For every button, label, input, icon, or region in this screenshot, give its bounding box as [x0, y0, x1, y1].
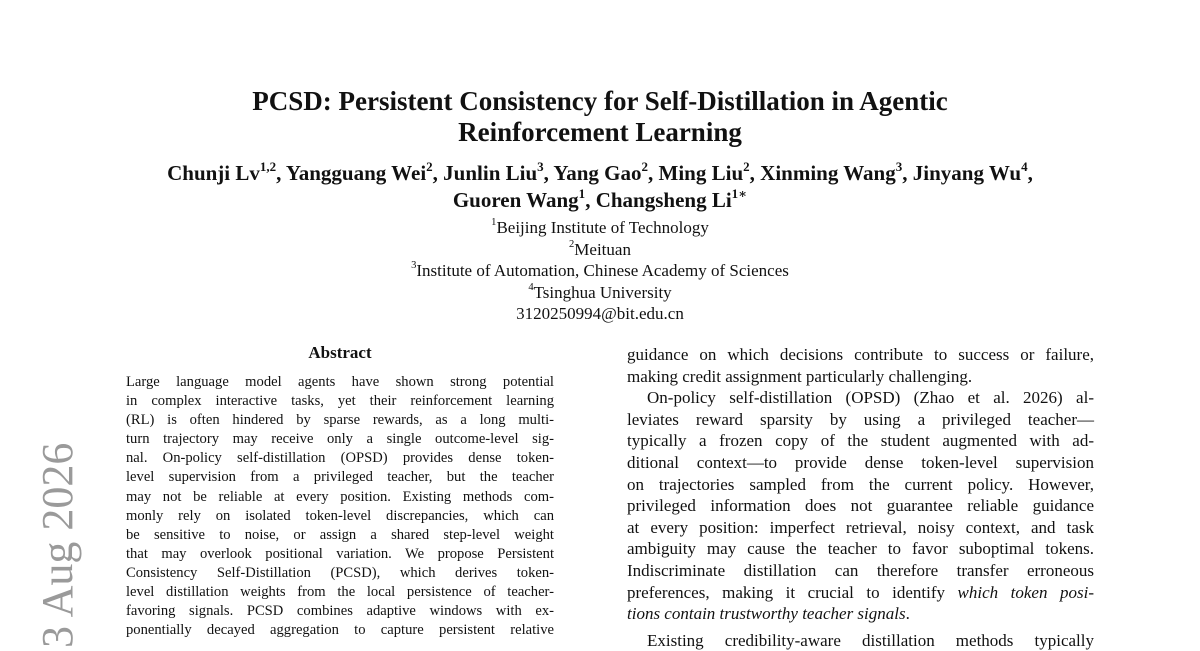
abstract-line: Consistency Self-Distillation (PCSD), which derives token- — [126, 564, 554, 581]
body-line: On-policy self-distillation (OPSD) (Zhao et al. 2026) al- — [647, 388, 1094, 408]
arxiv-side-stamp: 3 Aug 2026 — [33, 442, 82, 648]
abstract-line: ponentially decayed aggregation to capture persistent relative — [126, 622, 554, 639]
body-line: typically a frozen copy of the student augmented with ad- — [627, 431, 1094, 451]
body-line: ditional context—to provide dense token-level supervision — [627, 452, 1094, 472]
body-line: preferences, making it crucial to identify which token posi- — [627, 582, 1095, 602]
author-list — [0, 160, 1200, 214]
author: Yangguang Wei$^2$, — [285, 158, 444, 185]
affiliation-list — [0, 217, 1200, 325]
affiliation: $^4$Tsinghua University — [528, 281, 672, 302]
abstract-line: in complex interactive tasks, yet their reinforcement learning — [126, 393, 554, 410]
affiliation: $^2$Meituan — [569, 238, 631, 259]
body-line: privileged information does not guarantee reliable guidance — [627, 496, 1094, 516]
abstract-line: level supervision from a privileged teacher, but the teacher — [126, 469, 554, 486]
abstract-body — [126, 373, 554, 640]
title-line: Reinforcement Learning — [458, 117, 742, 147]
author: Jinyang Wu$^4$, — [912, 158, 1033, 185]
abstract-line: may not be reliable at every position. Existing methods com- — [126, 488, 554, 505]
abstract-line: turn trajectory may receive only a single outcome-level sig- — [126, 431, 554, 448]
body-line: leviates reward sparsity by using a privileged teacher— — [627, 409, 1094, 429]
paper-title — [0, 86, 1200, 148]
body-line: Indiscriminate distillation can therefore transfer erroneous — [627, 560, 1094, 580]
author: Xinming Wang$^3$, — [760, 158, 913, 185]
author-line — [0, 160, 1200, 187]
body-line: tions contain trustworthy teacher signals. — [627, 604, 910, 624]
body-line: at every position: imperfect retrieval, noisy context, and task — [627, 517, 1094, 537]
affiliation: $^3$Institute of Automation, Chinese Academy of Sciences — [411, 260, 789, 280]
emphasis: tions contain trustworthy teacher signals — [627, 604, 906, 624]
contact-email[interactable]: 3120250994@bit.edu.cn — [516, 304, 684, 323]
author-line — [0, 187, 1200, 214]
abstract-line: favoring signals. PCSD combines adaptive windows with ex- — [126, 603, 554, 620]
abstract-line: that may overlook positional variation. We propose Persistent — [126, 545, 554, 562]
abstract-heading: Abstract — [308, 343, 372, 362]
author: Junlin Liu$^3$, — [443, 158, 554, 185]
author: Changsheng $Li^{1∗}$ — [595, 185, 748, 212]
body-line: on trajectories sampled from the current policy. However, — [627, 474, 1094, 494]
abstract-line: Large language model agents have shown strong potential — [126, 374, 554, 390]
title-line: PCSD: Persistent Consistency for Self-Distillation in Agentic — [252, 86, 948, 116]
author: Yang Gao$^2$, — [553, 158, 659, 185]
abstract-line: nal. On-policy self-distillation (OPSD) provides dense token- — [126, 450, 554, 467]
body-line: ambiguity may cause the teacher to favor suboptimal tokens. — [627, 539, 1094, 559]
body-line: guidance on which decisions contribute to success or failure, — [627, 345, 1094, 364]
author: Ming Liu$^2$, — [658, 158, 761, 185]
author: Chunji Lv$^{1,2}$, — [167, 158, 286, 185]
author: Guoren Wang$^1$, — [452, 185, 596, 212]
body-line: making credit assignment particularly challenging. — [627, 366, 973, 386]
body-line: Existing credibility-aware distillation methods typically — [647, 630, 1094, 650]
affiliation: $^1$Beijing Institute of Technology — [491, 217, 709, 237]
emphasis: which token posi- — [957, 582, 1095, 602]
intro-column — [627, 344, 1094, 651]
abstract-line: level distillation weights from the local persistence of teacher- — [126, 584, 554, 601]
abstract-line: monly rely on isolated token-level discrepancies, which can — [126, 507, 554, 524]
abstract-line: (RL) is often hindered by sparse rewards, as a long multi- — [126, 412, 554, 429]
abstract-line: be sensitive to noise, or assign a shared step-level weight — [126, 526, 554, 543]
